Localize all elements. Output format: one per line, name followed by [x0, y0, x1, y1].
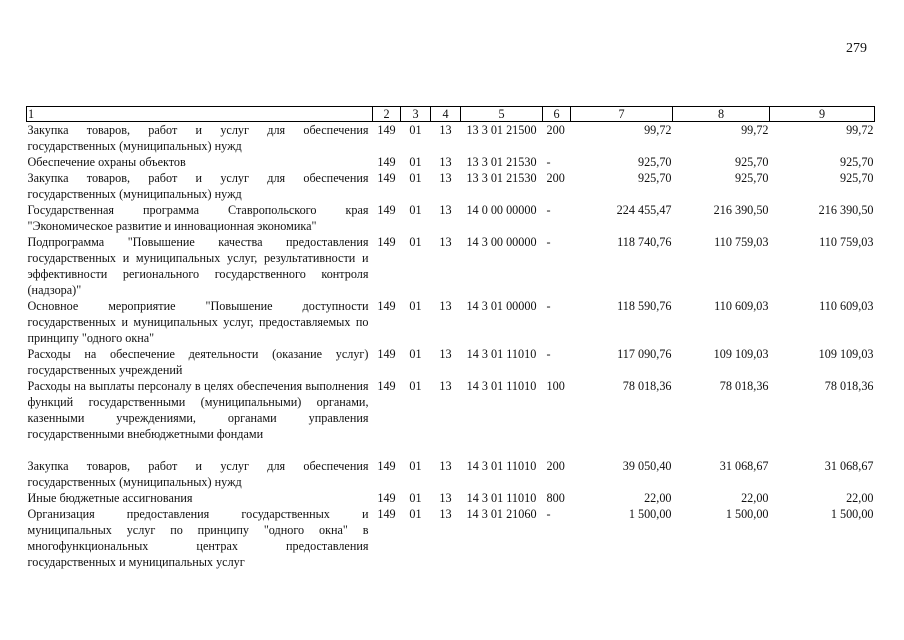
- cell-amount-col7: 22,00: [644, 491, 672, 505]
- cell-section: 01: [409, 235, 422, 249]
- cell-amount-col9: 109 109,03: [818, 347, 874, 361]
- cell-amount-col7: 118 590,76: [617, 299, 672, 313]
- cell-section: 01: [409, 507, 422, 521]
- header-cell: 7: [571, 107, 673, 122]
- cell-expense-type: -: [546, 299, 551, 313]
- cell-amount-col8: 22,00: [741, 491, 769, 505]
- cell-subsection: 13: [439, 299, 452, 313]
- cell-amount-col7: 117 090,76: [617, 347, 672, 361]
- cell-expense-type: -: [546, 235, 551, 249]
- cell-target-article: 14 3 00 00000: [466, 235, 537, 249]
- cell-ministry: 149: [377, 155, 396, 169]
- cell-amount-col7: 39 050,40: [622, 459, 672, 473]
- cell-section: 01: [409, 299, 422, 313]
- cell-target-article: 13 3 01 21500: [466, 123, 537, 137]
- cell-ministry: 149: [377, 123, 396, 137]
- cell-amount-col8: 1 500,00: [725, 507, 769, 521]
- cell-ministry: 149: [377, 171, 396, 185]
- cell-amount-col7: 1 500,00: [628, 507, 672, 521]
- row-name: Закупка товаров, работ и услуг для обеспечения государственных (муниципальных) нужд: [27, 171, 369, 201]
- row-name: Иные бюджетные ассигнования: [27, 491, 193, 505]
- row-name: Государственная программа Ставропольского края "Экономическое развитие и инновационная экономика": [27, 203, 369, 233]
- table-row: [27, 122, 875, 155]
- cell-amount-col9: 925,70: [839, 155, 874, 169]
- cell-target-article: 14 3 01 11010: [466, 459, 537, 473]
- cell-target-article: 14 3 01 11010: [466, 379, 537, 393]
- cell-target-article: 14 0 00 00000: [466, 203, 537, 217]
- table-row: [27, 298, 875, 346]
- budget-table: [26, 106, 875, 570]
- cell-subsection: 13: [439, 491, 452, 505]
- cell-amount-col9: 78 018,36: [824, 379, 874, 393]
- cell-ministry: 149: [377, 379, 396, 393]
- header-cell: 4: [431, 107, 461, 122]
- cell-subsection: 13: [439, 459, 452, 473]
- cell-target-article: 13 3 01 21530: [466, 155, 537, 169]
- cell-amount-col8: 31 068,67: [719, 459, 769, 473]
- cell-subsection: 13: [439, 155, 452, 169]
- header-cell: 3: [401, 107, 431, 122]
- row-name: Организация предоставления государственных и муниципальных услуг по принципу "одного окна" в многофункциональных центрах предоставления государственных и муниципальных услуг: [27, 507, 369, 569]
- cell-amount-col9: 31 068,67: [824, 459, 874, 473]
- cell-amount-col7: 99,72: [644, 123, 672, 137]
- cell-amount-col9: 99,72: [846, 123, 874, 137]
- cell-amount-col8: 110 759,03: [714, 235, 769, 249]
- cell-expense-type: -: [546, 507, 551, 521]
- page-number: 279: [846, 41, 867, 56]
- cell-subsection: 13: [439, 235, 452, 249]
- cell-subsection: 13: [439, 203, 452, 217]
- table-row: [27, 458, 875, 490]
- cell-ministry: 149: [377, 507, 396, 521]
- row-name: Закупка товаров, работ и услуг для обеспечения государственных (муниципальных) нужд: [27, 459, 369, 489]
- cell-ministry: 149: [377, 235, 396, 249]
- cell-ministry: 149: [377, 347, 396, 361]
- cell-ministry: 149: [377, 299, 396, 313]
- cell-amount-col8: 109 109,03: [713, 347, 769, 361]
- cell-section: 01: [409, 155, 422, 169]
- cell-expense-type: 200: [546, 459, 565, 473]
- cell-subsection: 13: [439, 123, 452, 137]
- cell-amount-col7: 925,70: [637, 171, 672, 185]
- cell-ministry: 149: [377, 491, 396, 505]
- cell-section: 01: [409, 379, 422, 393]
- table-row: [27, 234, 875, 298]
- header-cell: 6: [543, 107, 571, 122]
- cell-amount-col9: 1 500,00: [830, 507, 874, 521]
- row-name: Основное мероприятие "Повышение доступности государственных и муниципальных услуг, предоставляемых по принципу "одного окна": [27, 299, 369, 345]
- cell-expense-type: 800: [546, 491, 565, 505]
- cell-amount-col9: 110 609,03: [819, 299, 874, 313]
- cell-expense-type: -: [546, 203, 551, 217]
- table-header-row: [27, 107, 875, 122]
- cell-section: 01: [409, 171, 422, 185]
- cell-target-article: 14 3 01 21060: [466, 507, 537, 521]
- cell-amount-col9: 110 759,03: [819, 235, 874, 249]
- cell-amount-col9: 216 390,50: [818, 203, 874, 217]
- cell-amount-col8: 925,70: [734, 171, 769, 185]
- cell-amount-col8: 216 390,50: [713, 203, 769, 217]
- table-row: [27, 490, 875, 506]
- table-row: [27, 506, 875, 570]
- cell-ministry: 149: [377, 459, 396, 473]
- cell-expense-type: -: [546, 155, 551, 169]
- cell-expense-type: 200: [546, 171, 565, 185]
- cell-amount-col8: 78 018,36: [719, 379, 769, 393]
- cell-section: 01: [409, 491, 422, 505]
- cell-amount-col7: 118 740,76: [617, 235, 672, 249]
- cell-expense-type: -: [546, 347, 551, 361]
- cell-section: 01: [409, 459, 422, 473]
- cell-ministry: 149: [377, 203, 396, 217]
- header-cell: 5: [461, 107, 543, 122]
- table-row: [27, 154, 875, 170]
- cell-section: 01: [409, 203, 422, 217]
- row-spacer: [27, 442, 875, 458]
- cell-target-article: 13 3 01 21530: [466, 171, 537, 185]
- cell-subsection: 13: [439, 347, 452, 361]
- cell-amount-col8: 99,72: [741, 123, 769, 137]
- header-cell: 1: [27, 107, 373, 122]
- cell-amount-col9: 22,00: [846, 491, 874, 505]
- row-name: Расходы на обеспечение деятельности (оказание услуг) государственных учреждений: [27, 347, 369, 377]
- row-name: Обеспечение охраны объектов: [27, 155, 186, 169]
- cell-expense-type: 100: [546, 379, 565, 393]
- header-cell: 8: [673, 107, 770, 122]
- cell-expense-type: 200: [546, 123, 565, 137]
- cell-section: 01: [409, 347, 422, 361]
- cell-amount-col8: 925,70: [734, 155, 769, 169]
- table-row: [27, 170, 875, 202]
- cell-amount-col7: 224 455,47: [616, 203, 672, 217]
- cell-section: 01: [409, 123, 422, 137]
- cell-target-article: 14 3 01 11010: [466, 347, 537, 361]
- table-row: [27, 378, 875, 442]
- cell-subsection: 13: [439, 171, 452, 185]
- cell-amount-col9: 925,70: [839, 171, 874, 185]
- cell-subsection: 13: [439, 379, 452, 393]
- cell-amount-col7: 78 018,36: [622, 379, 672, 393]
- header-cell: 9: [770, 107, 875, 122]
- row-name: Закупка товаров, работ и услуг для обеспечения государственных (муниципальных) нужд: [27, 123, 369, 153]
- cell-subsection: 13: [439, 507, 452, 521]
- cell-target-article: 14 3 01 11010: [466, 491, 537, 505]
- table-row: [27, 346, 875, 378]
- cell-amount-col7: 925,70: [637, 155, 672, 169]
- row-name: Расходы на выплаты персоналу в целях обеспечения выполнения функций государственными (муниципальными) органами, казенными учреждениями, органами управления государственными внебюджетными фондами: [27, 379, 369, 441]
- table-row: [27, 202, 875, 234]
- cell-target-article: 14 3 01 00000: [466, 299, 537, 313]
- cell-amount-col8: 110 609,03: [714, 299, 769, 313]
- row-name: Подпрограмма "Повышение качества предоставления государственных и муниципальных услуг, результативности и эффективности регионального государственного контроля (надзора)": [27, 235, 369, 297]
- header-cell: 2: [373, 107, 401, 122]
